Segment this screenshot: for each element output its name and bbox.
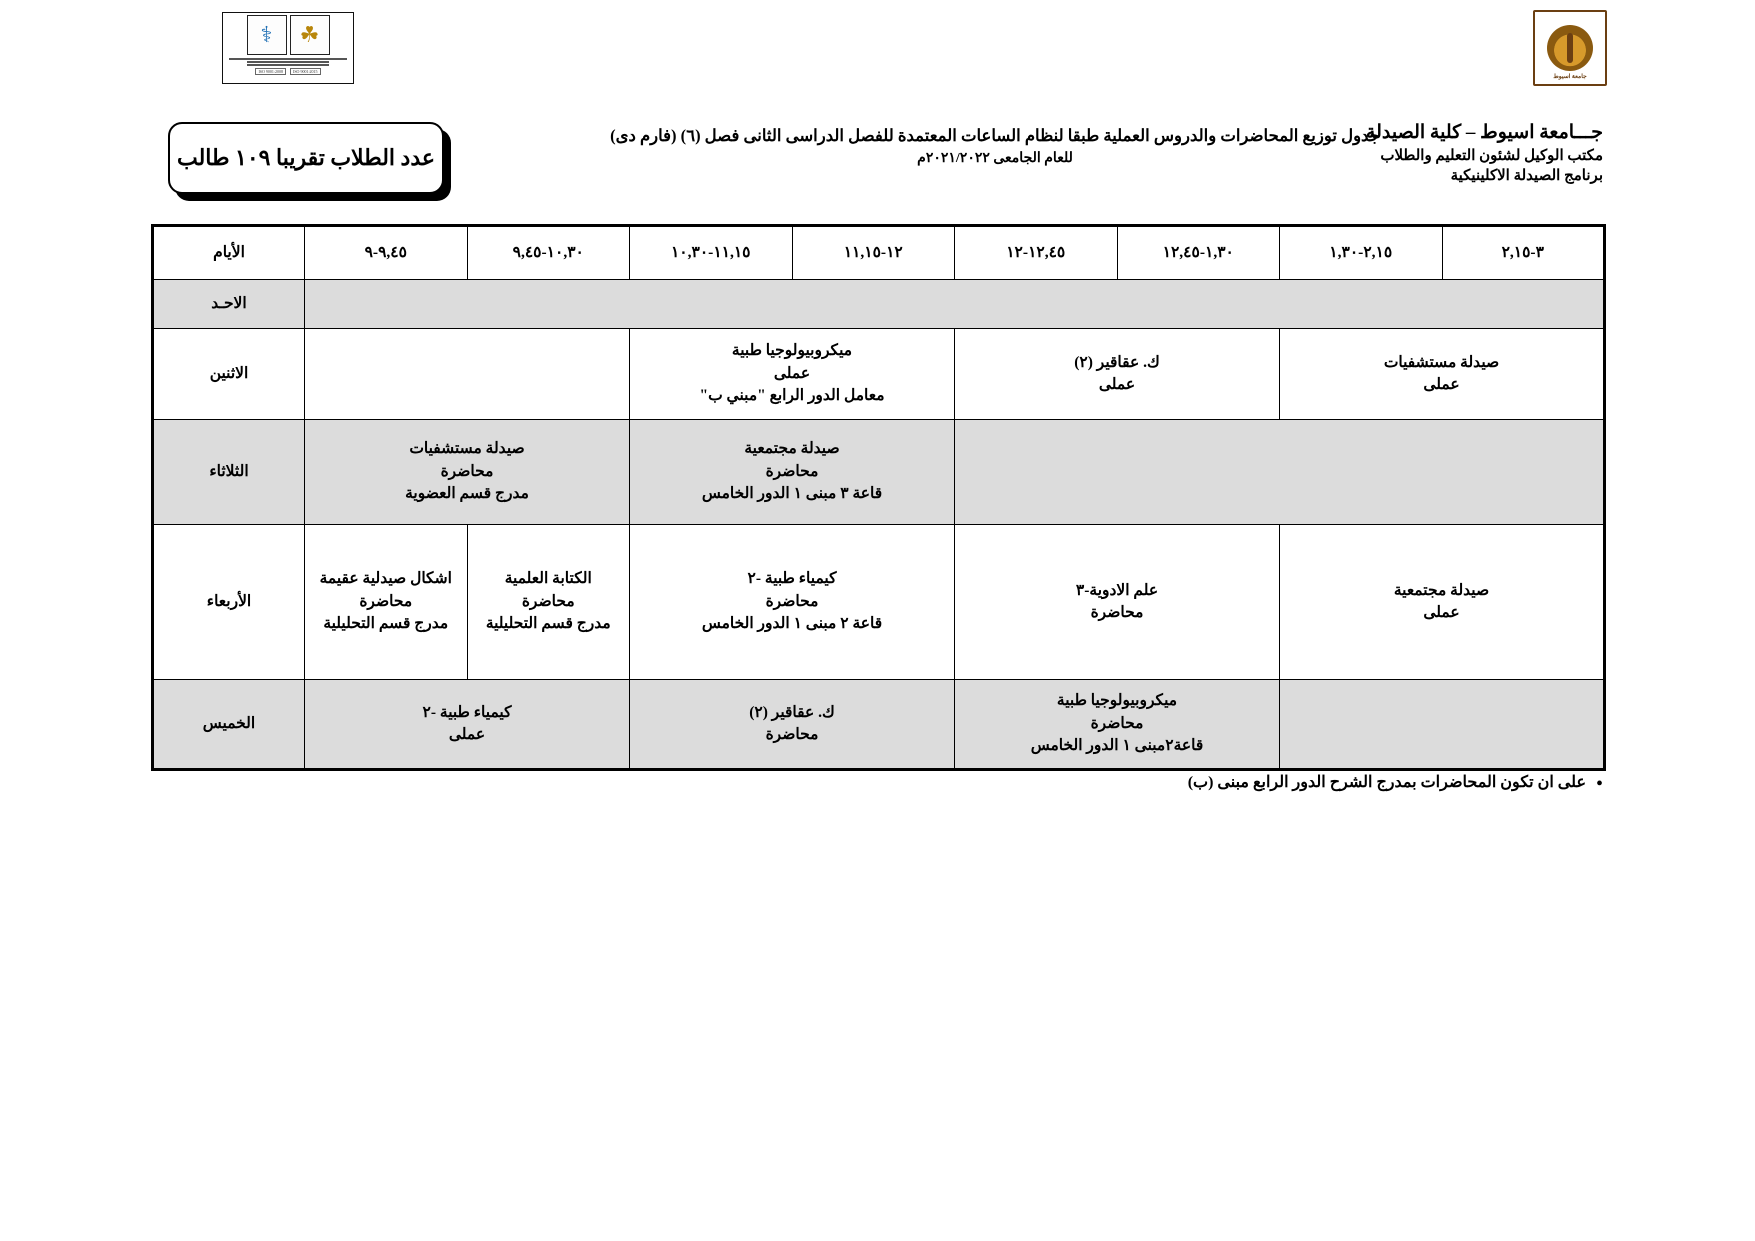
- session-cell-thursday-1: [955, 680, 1280, 770]
- session-cell-sunday-0: [305, 280, 1605, 329]
- session-line: قاعة ٢ مبنى ١ الدور الخامس: [701, 615, 883, 633]
- session-line: صيدلة مجتمعية: [1393, 581, 1490, 599]
- session-cell-wednesday-2: [630, 525, 955, 680]
- session-line: محاضرة: [765, 592, 819, 610]
- footer-note: [1083, 772, 1603, 794]
- session-cell-thursday-3: [305, 680, 630, 770]
- session-cell-wednesday-4: [305, 525, 468, 680]
- session-cell-wednesday-3: [467, 525, 630, 680]
- session-line: ك. عقاقير (٢): [749, 703, 835, 721]
- office-line: مكتب الوكيل لشئون التعليم والطلاب: [1380, 147, 1603, 164]
- seal-caption: جامعة اسيوط: [1553, 74, 1587, 80]
- timetable-body: [153, 280, 1605, 770]
- time-header-6: ١٠,٣٠-٩,٤٥: [467, 226, 630, 280]
- session-line: ميكروبيولوجيا طبية: [731, 342, 853, 360]
- day-label-monday: الاثنين: [153, 329, 305, 420]
- page-title: جدول توزيع المحاضرات والدروس العملية طبقا لنظام الساعات المعتمدة للفصل الدراسى الثانى فصل (٦) (فارم دى): [610, 126, 1380, 145]
- session-line: عملى: [1423, 376, 1460, 393]
- student-count-text: عدد الطلاب تقريبا ١٠٩ طالب: [177, 145, 436, 171]
- iso-badges: [255, 68, 320, 75]
- session-line: مدرج قسم التحليلية: [485, 615, 611, 633]
- session-line: عملى: [448, 726, 486, 743]
- session-line: قاعة٢مبنى ١ الدور الخامس: [1030, 737, 1204, 755]
- pharmacy-crest-icon: ⚕: [247, 15, 287, 55]
- session-line: محاضرة: [359, 592, 413, 610]
- session-cell-tuesday-0: [955, 420, 1605, 525]
- table-row: [153, 280, 1605, 329]
- session-line: صيدلة مجتمعية: [744, 440, 840, 458]
- time-header-5: ١١,١٥-١٠,٣٠: [630, 226, 793, 280]
- session-line: محاضرة: [765, 462, 819, 480]
- university-faculty-line: جـــامعة اسيوط – كلية الصيدلة: [1365, 122, 1603, 143]
- session-cell-monday-0: [1280, 329, 1605, 420]
- iso-badge-1: ISO 9001:2015: [290, 68, 321, 75]
- session-cell-thursday-2: [630, 680, 955, 770]
- iso-badge-2: ISO 9001:2008: [255, 68, 286, 75]
- assiut-university-pharmacy-logo: [222, 12, 354, 84]
- bullet-icon: •: [1595, 773, 1603, 795]
- session-line: صيدلة مستشفيات: [409, 440, 525, 458]
- page-title-block: [535, 124, 1455, 167]
- time-header-0: ٣-٢,١٥: [1442, 226, 1605, 280]
- day-label-tuesday: الثلاثاء: [153, 420, 305, 525]
- session-line: محاضرة: [765, 726, 819, 743]
- session-cell-monday-2: [630, 329, 955, 420]
- day-label-thursday: الخميس: [153, 680, 305, 770]
- session-line: عملى: [773, 364, 811, 382]
- session-cell-tuesday-2: [305, 420, 630, 525]
- session-line: الكتابة العلمية: [504, 570, 592, 588]
- seal-emblem-icon: [1547, 25, 1593, 71]
- university-crest-icon: ☘: [290, 15, 330, 55]
- program-line: برنامج الصيدلة الاكلينيكية: [1450, 167, 1603, 184]
- session-line: علم الادوية-٣: [1075, 581, 1159, 599]
- table-row: [153, 420, 1605, 525]
- session-cell-tuesday-1: [630, 420, 955, 525]
- student-count-callout: [168, 122, 444, 194]
- day-label-wednesday: الأربعاء: [153, 525, 305, 680]
- logo-crests: [247, 15, 330, 55]
- time-header-4: ١٢-١١,١٥: [792, 226, 955, 280]
- logo-text-lines: [229, 57, 347, 67]
- session-cell-thursday-0: [1280, 680, 1605, 770]
- session-cell-wednesday-0: [1280, 525, 1605, 680]
- session-line: صيدلة مستشفيات: [1383, 353, 1500, 371]
- time-header-7: ٩,٤٥-٩: [305, 226, 468, 280]
- time-header-1: ٢,١٥-١,٣٠: [1280, 226, 1443, 280]
- session-line: قاعة ٣ مبنى ١ الدور الخامس: [701, 485, 883, 503]
- session-cell-monday-3: [305, 329, 630, 420]
- session-line: ك. عقاقير (٢): [1074, 353, 1160, 371]
- day-column-header: الأيام: [153, 226, 305, 280]
- session-line: محاضرة: [1090, 714, 1144, 732]
- day-label-sunday: الاحـد: [153, 280, 305, 329]
- table-row: [153, 329, 1605, 420]
- session-cell-monday-1: [955, 329, 1280, 420]
- academic-year-subtitle: للعام الجامعى ٢٠٢١/٢٠٢٢م: [917, 150, 1073, 166]
- session-line: ميكروبيولوجيا طبية: [1056, 692, 1178, 710]
- timetable: [151, 224, 1606, 771]
- time-header-2: ١,٣٠-١٢,٤٥: [1117, 226, 1280, 280]
- session-line: محاضرة: [440, 462, 494, 480]
- session-line: عملى: [1098, 376, 1136, 393]
- footer-note-text: على ان تكون المحاضرات بمدرج الشرح الدور الرابع مبنى (ب): [1187, 774, 1586, 791]
- session-line: اشكال صيدلية عقيمة: [319, 570, 452, 588]
- session-line: كيمياء طبية -٢: [422, 703, 512, 721]
- session-line: كيمياء طبية -٢: [747, 570, 837, 588]
- session-line: مدرج قسم العضوية: [405, 485, 529, 503]
- table-row: [153, 680, 1605, 770]
- session-line: محاضرة: [521, 592, 575, 610]
- time-header-3: ١٢,٤٥-١٢: [955, 226, 1118, 280]
- session-line: محاضرة: [1090, 604, 1144, 621]
- timetable-header-row: [153, 226, 1605, 280]
- session-cell-wednesday-1: [955, 525, 1280, 680]
- session-line: مدرج قسم التحليلية: [323, 615, 449, 633]
- session-line: عملى: [1423, 604, 1460, 621]
- assiut-university-seal: [1533, 10, 1607, 86]
- session-line: معامل الدور الرابع "مبني ب": [699, 387, 885, 405]
- table-row: [153, 525, 1605, 680]
